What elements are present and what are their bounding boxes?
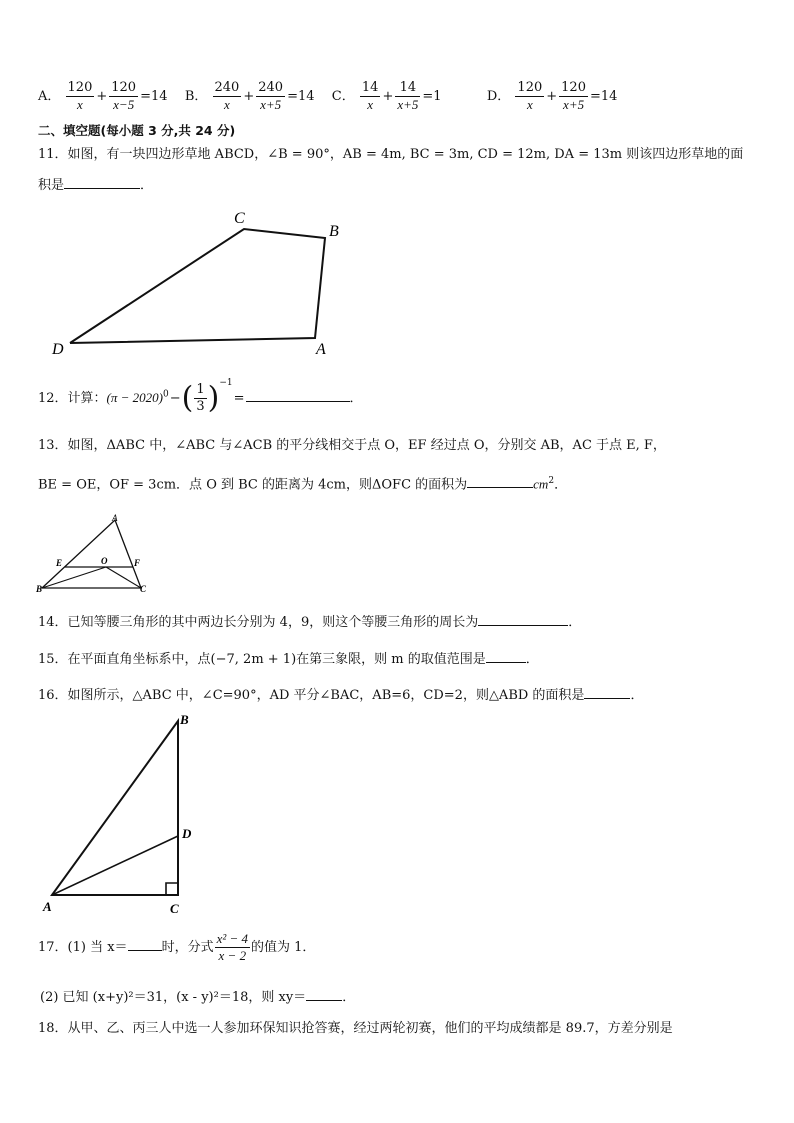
q16-right-angle-mark: [166, 883, 178, 895]
q13-label-b: B: [36, 584, 43, 594]
q16-label-b: B: [180, 712, 189, 727]
q12-answer-blank[interactable]: [246, 389, 350, 402]
q16-label-c: C: [170, 901, 179, 916]
q12-text: 12．计算：$(\pi - 2020)^0-$( $\frac{1}{3}$ )$^{-1}$= ．: [38, 377, 363, 416]
option-b-frac2: $\frac{240}{x+5}$: [258, 80, 284, 112]
q16-right-triangle-figure: [40, 708, 200, 920]
option-a-frac1: $\frac{120}{x}$: [67, 80, 93, 112]
q17-part2: (2) 已知 (x+y)²＝31，(x - y)²＝18，则 xy＝ ．: [40, 990, 356, 1005]
option-d-frac2: $\frac{120}{x+5}$: [561, 80, 586, 112]
q14-text: 14．已知等腰三角形的其中两边长分别为 4，9，则这个等腰三角形的周长为 ．: [38, 615, 582, 630]
q16-label-d: D: [182, 826, 192, 841]
section-title: 二、填空题(每小题 3 分,共 24 分): [38, 123, 236, 138]
q16-label-a: A: [43, 899, 52, 914]
q11-text-line1: 11．如图，有一块四边形草地 ABCD，∠B = 90°，AB = 4m, BC = 3m, CD = 12m, DA = 13m 则该四边形草地的面: [38, 147, 744, 162]
q15-answer-blank[interactable]: [486, 650, 526, 663]
option-a-frac2: $\frac{120}{x-5}$: [111, 80, 137, 112]
option-b-label: B．: [184, 89, 208, 104]
q13-text-line1: 13．如图，ΔABC 中，∠ABC 与∠ACB 的平分线相交于点 O，EF 经过点 O，分别交 AB，AC 于点 E, F，: [38, 438, 666, 453]
q13-label-a: A: [112, 513, 118, 523]
option-a-label: A．: [38, 89, 61, 104]
q13-label-e: E: [56, 558, 63, 568]
option-c-label: C．: [331, 89, 355, 104]
q15-text: 15．在平面直角坐标系中，点(−7, 2m + 1)在第三象限，则 m 的取值范围是 ．: [38, 652, 539, 667]
q11-text-line2: 积是 ．: [38, 178, 154, 193]
q11-quadrilateral-figure: [40, 205, 360, 365]
q13-label-c: C: [140, 584, 147, 594]
q11-label-c: C: [234, 210, 245, 227]
q13-label-o: O: [101, 556, 108, 566]
q13-bisector-bo: [42, 567, 106, 588]
q13-triangle-figure: [34, 510, 164, 600]
q17-fraction: $\frac{\text{x² − 4}}{x - 2}$: [216, 931, 249, 963]
q16-text: 16．如图所示，△ABC 中，∠C=90°，AD 平分∠BAC，AB=6，CD=2，则△ABD 的面积是 ．: [38, 688, 644, 703]
q11-quadrilateral-shape: [70, 229, 325, 343]
q16-bisector-ad: [52, 836, 178, 895]
option-b-frac1: $\frac{240}{x}$: [214, 80, 240, 112]
q13-triangle-abc: [42, 520, 141, 588]
option-c-frac1: $\frac{14}{x}$: [361, 80, 379, 112]
options-row: A． $\frac{120}{x}$ + $\frac{120}{x-5}$ =14 B． $\frac{240}{x}$ + $\frac{240}{x+5}$ =14 C． $\frac{14}{x}$ + $\frac{14}{x+5}$ =1 D． $\frac{120}{x}$ + $\frac{120}{x+5}$ =14: [38, 80, 618, 112]
q17-answer-blank-2[interactable]: [306, 988, 342, 1001]
q13-text-line2: BE = OE，OF = 3cm．点 O 到 BC 的距离为 4cm，则ΔOFC 的面积为 $cm^2$．: [38, 476, 568, 493]
option-d-frac1: $\frac{120}{x}$: [517, 80, 543, 112]
option-c-frac2: $\frac{14}{x+5}$: [397, 80, 419, 112]
q11-answer-blank[interactable]: [64, 176, 140, 189]
q18-text-line1: 18．从甲、乙、丙三人中选一人参加环保知识抢答赛，经过两轮初赛，他们的平均成绩都是 89.7，方差分别是: [38, 1021, 673, 1036]
q11-label-b: B: [329, 223, 339, 240]
q17-answer-blank-1[interactable]: [128, 938, 162, 951]
q13-bisector-co: [106, 567, 141, 588]
q16-triangle-abc: [52, 721, 178, 895]
q17-part1: 17．(1) 当 x＝ 时，分式 $\frac{\text{x² − 4}}{x - 2}$ 的值为 1．: [38, 931, 316, 963]
q13-answer-blank[interactable]: [467, 475, 533, 488]
q14-answer-blank[interactable]: [478, 613, 568, 626]
q16-answer-blank[interactable]: [584, 686, 630, 699]
option-d-label: D．: [486, 89, 511, 104]
q11-label-d: D: [52, 341, 64, 358]
q13-label-f: F: [134, 558, 141, 568]
q11-label-a: A: [316, 341, 326, 358]
